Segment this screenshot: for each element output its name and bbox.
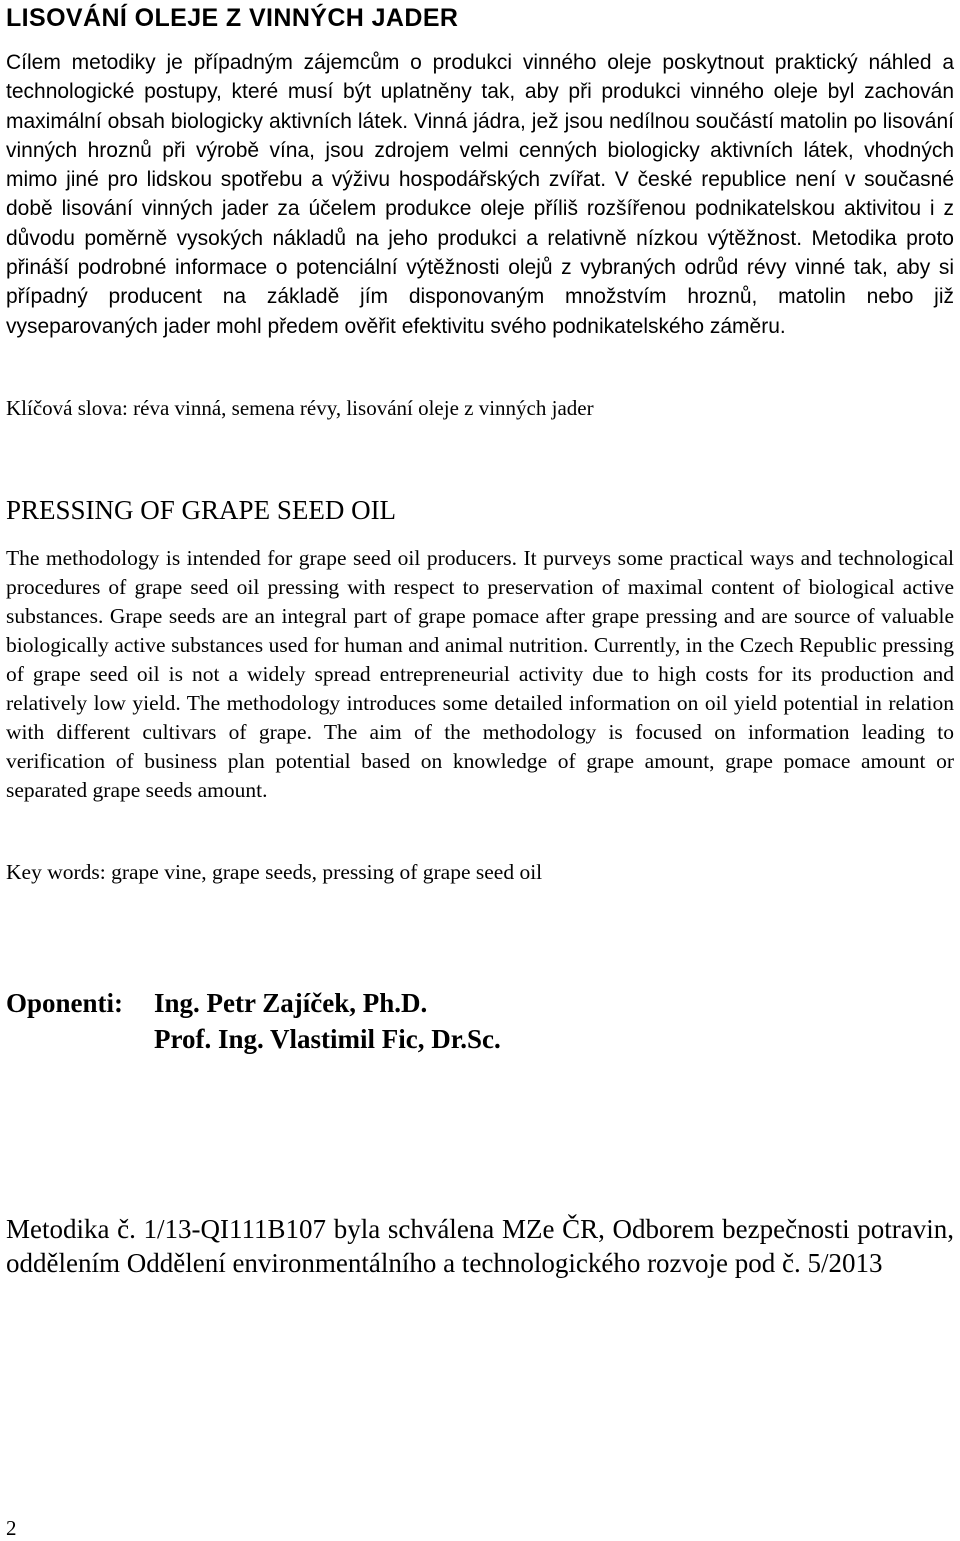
opponents-names bbox=[154, 985, 501, 1057]
english-title: PRESSING OF GRAPE SEED OIL bbox=[6, 495, 397, 525]
czech-abstract: Cílem metodiky je případným zájemcům o produkci vinného oleje poskytnout praktický náhled a technologické postupy, které musí být uplatněny tak, aby při produkci vinného oleje byl zachován maximální obsah biologicky aktivních látek. Vinná jádra, jež jsou nedílnou součástí matolin po lisování vinných hroznů při výrobě vína, jsou zdrojem velmi cenných biologicky aktivních látek, vhodných mimo jiné pro lidskou spotřebu a výživu hospodářských zvířat. V české republice není v současné době lisování vinných jader za účelem produkce oleje příliš rozšířenou podnikatelskou aktivitou i z důvodu poměrně vysokých nákladů na jeho produkci a relativně nízkou výtěžnost. Metodika proto přináší podrobné informace o potenciální výtěžnosti olejů z vybraných odrůd révy vinné tak, aby si případný producent na základě jím disponovaným množstvím hroznů, matolin nebo již vyseparovaných jader mohl předem ověřit efektivitu svého podnikatelského záměru. bbox=[6, 51, 954, 338]
opponent-name: Prof. Ing. Vlastimil Fic, Dr.Sc. bbox=[154, 1024, 501, 1054]
czech-title: LISOVÁNÍ OLEJE Z VINNÝCH JADER bbox=[6, 4, 459, 32]
opponent-name: Ing. Petr Zajíček, Ph.D. bbox=[154, 988, 428, 1018]
opponents-section bbox=[6, 985, 954, 1057]
opponents-label: Oponenti: bbox=[6, 988, 124, 1018]
czech-keywords: Klíčová slova: réva vinná, semena révy, lisování oleje z vinných jader bbox=[6, 396, 594, 420]
english-keywords: Key words: grape vine, grape seeds, pressing of grape seed oil bbox=[6, 860, 543, 884]
page-number: 2 bbox=[6, 1516, 17, 1540]
approval-note: Metodika č. 1/13-QI111B107 byla schválena MZe ČR, Odborem bezpečnosti potravin, oddělením Oddělení environmentálního a technologického rozvoje pod č. 5/2013 bbox=[6, 1214, 954, 1278]
english-abstract: The methodology is intended for grape seed oil producers. It purveys some practical ways and technological procedures of grape seed oil pressing with respect to preservation of maximal content of biological active substances. Grape seeds are an integral part of grape pomace after grape pressing and are source of valuable biologically active substances used for human and animal nutrition. Currently, in the Czech Republic pressing of grape seed oil is not a widely spread entrepreneurial activity due to high costs for its production and relatively low yield. The methodology introduces some detailed information on oil yield potential in relation with different cultivars of grape. The aim of the methodology is focused on information leading to verification of business plan potential based on knowledge of grape amount, grape pomace amount or separated grape seeds amount. bbox=[6, 546, 954, 802]
